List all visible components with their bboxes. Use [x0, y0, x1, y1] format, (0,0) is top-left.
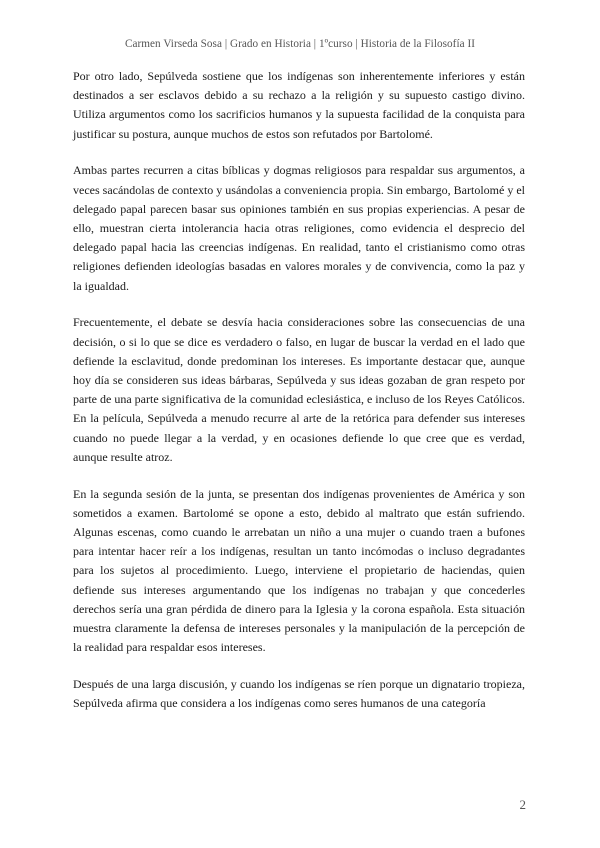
running-header: Carmen Virseda Sosa | Grado en Historia | 1ºcurso | Historia de la Filosofía II — [124, 38, 476, 50]
paragraph: Por otro lado, Sepúlveda sostiene que los indígenas son inherentemente inferiores y están destinados a ser esclavos debido a su rechazo a la religión y su supuesto castigo divino. Utiliza argumentos como los sacrificios humanos y la supuesta facilidad de la conquista para justificar su postura, aunque muchos de estos son refutados por Bartolomé. — [73, 69, 525, 141]
page-number: 2 — [519, 797, 526, 812]
paragraph: Después de una larga discusión, y cuando los indígenas se ríen porque un dignatario tropieza, Sepúlveda afirma que considera a los indígenas como seres humanos de una categoría — [73, 677, 525, 711]
paragraph: En la segunda sesión de la junta, se presentan dos indígenas provenientes de América y son sometidos a examen. Bartolomé se opone a esto, debido al maltrato que están sufriendo. Algunas escenas, como cuando le arrebatan un niño a una mujer o cuando traen a bufones para intentar hacer reír a los indígenas, resultan un tanto incómodas o incluso degradantes para los sujetos al procedimiento. Luego, interviene el propietario de haciendas, quien defiende sus intereses argumentando que los indígenas no trabajan y que concederles derechos sería una gran pérdida de dinero para la Iglesia y la corona española. Esta situación muestra claramente la defensa de intereses personales y la manipulación de la percepción de la realidad para respaldar esos intereses. — [73, 486, 525, 655]
paragraph: Ambas partes recurren a citas bíblicas y dogmas religiosos para respaldar sus argumentos, a veces sacándolas de contexto y usándolas a conveniencia propia. Sin embargo, Bartolomé y el delegado papal parecen basar sus opiniones también en sus propias experiencias. A pesar de ello, muestran cierta intolerancia hacia otras religiones, como evidencia el desprecio del delegado papal hacia las creencias indígenas. En realidad, tanto el cristianismo como otras religiones defienden ideologías basadas en valores morales y de convivencia, como la paz y la igualdad. — [73, 163, 525, 293]
paragraph: Frecuentemente, el debate se desvía hacia consideraciones sobre las consecuencias de una decisión, o si lo que se dice es verdadero o falso, en lugar de buscar la verdad en el lado que defiende la esclavitud, donde predominan los intereses. Es importante destacar que, aunque hoy día se consideren sus ideas bárbaras, Sepúlveda y sus ideas gozaban de gran respeto por parte de una parte significativa de la comunidad eclesiástica, e incluso de los Reyes Católicos. En la película, Sepúlveda a menudo recurre al arte de la retórica para defender sus intereses cuando no puede llegar a la verdad, y en ocasiones defiende lo que cree que es verdad, aunque resulte atroz. — [73, 315, 525, 464]
document-body — [73, 67, 525, 731]
